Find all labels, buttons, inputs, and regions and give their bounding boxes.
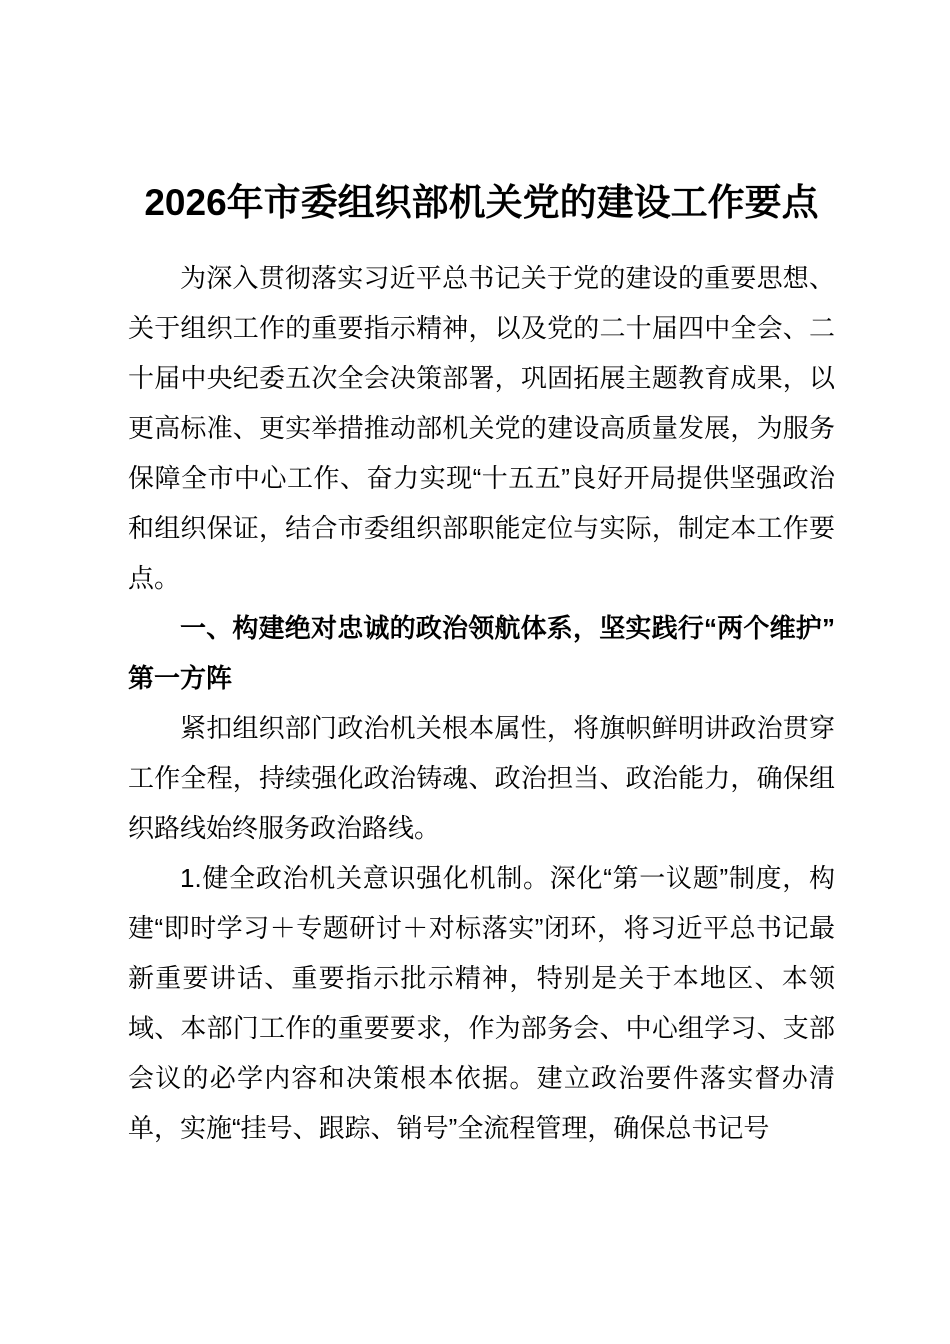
paragraph-section-1-lead: 紧扣组织部门政治机关根本属性，将旗帜鲜明讲政治贯穿工作全程，持续强化政治铸魂、政治担当、政治能力，确保组织路线始终服务政治路线。 bbox=[128, 713, 835, 843]
section-heading-1: 一、构建绝对忠诚的政治领航体系，坚实践行“两个维护”第一方阵 bbox=[128, 613, 835, 693]
paragraph-item-1: 1.健全政治机关意识强化机制。深化“第一议题”制度，构建“即时学习＋专题研讨＋对标落实”闭环，将习近平总书记最新重要讲话、重要指示批示精神，特别是关于本地区、本领域、本部门工作的重要要求，作为部务会、中心组学习、支部会议的必学内容和决策根本依据。建立政治要件落实督办清单，实施“挂号、跟踪、销号”全流程管理，确保总书记号 bbox=[128, 863, 835, 1143]
paragraph-intro: 为深入贯彻落实习近平总书记关于党的建设的重要思想、关于组织工作的重要指示精神，以及党的二十届四中全会、二十届中央纪委五次全会决策部署，巩固拓展主题教育成果，以更高标准、更实举措推动部机关党的建设高质量发展，为服务保障全市中心工作、奋力实现“十五五”良好开局提供坚强政治和组织保证，结合市委组织部职能定位与实际，制定本工作要点。 bbox=[128, 263, 835, 593]
document-title: 2026年市委组织部机关党的建设工作要点 bbox=[144, 182, 819, 223]
